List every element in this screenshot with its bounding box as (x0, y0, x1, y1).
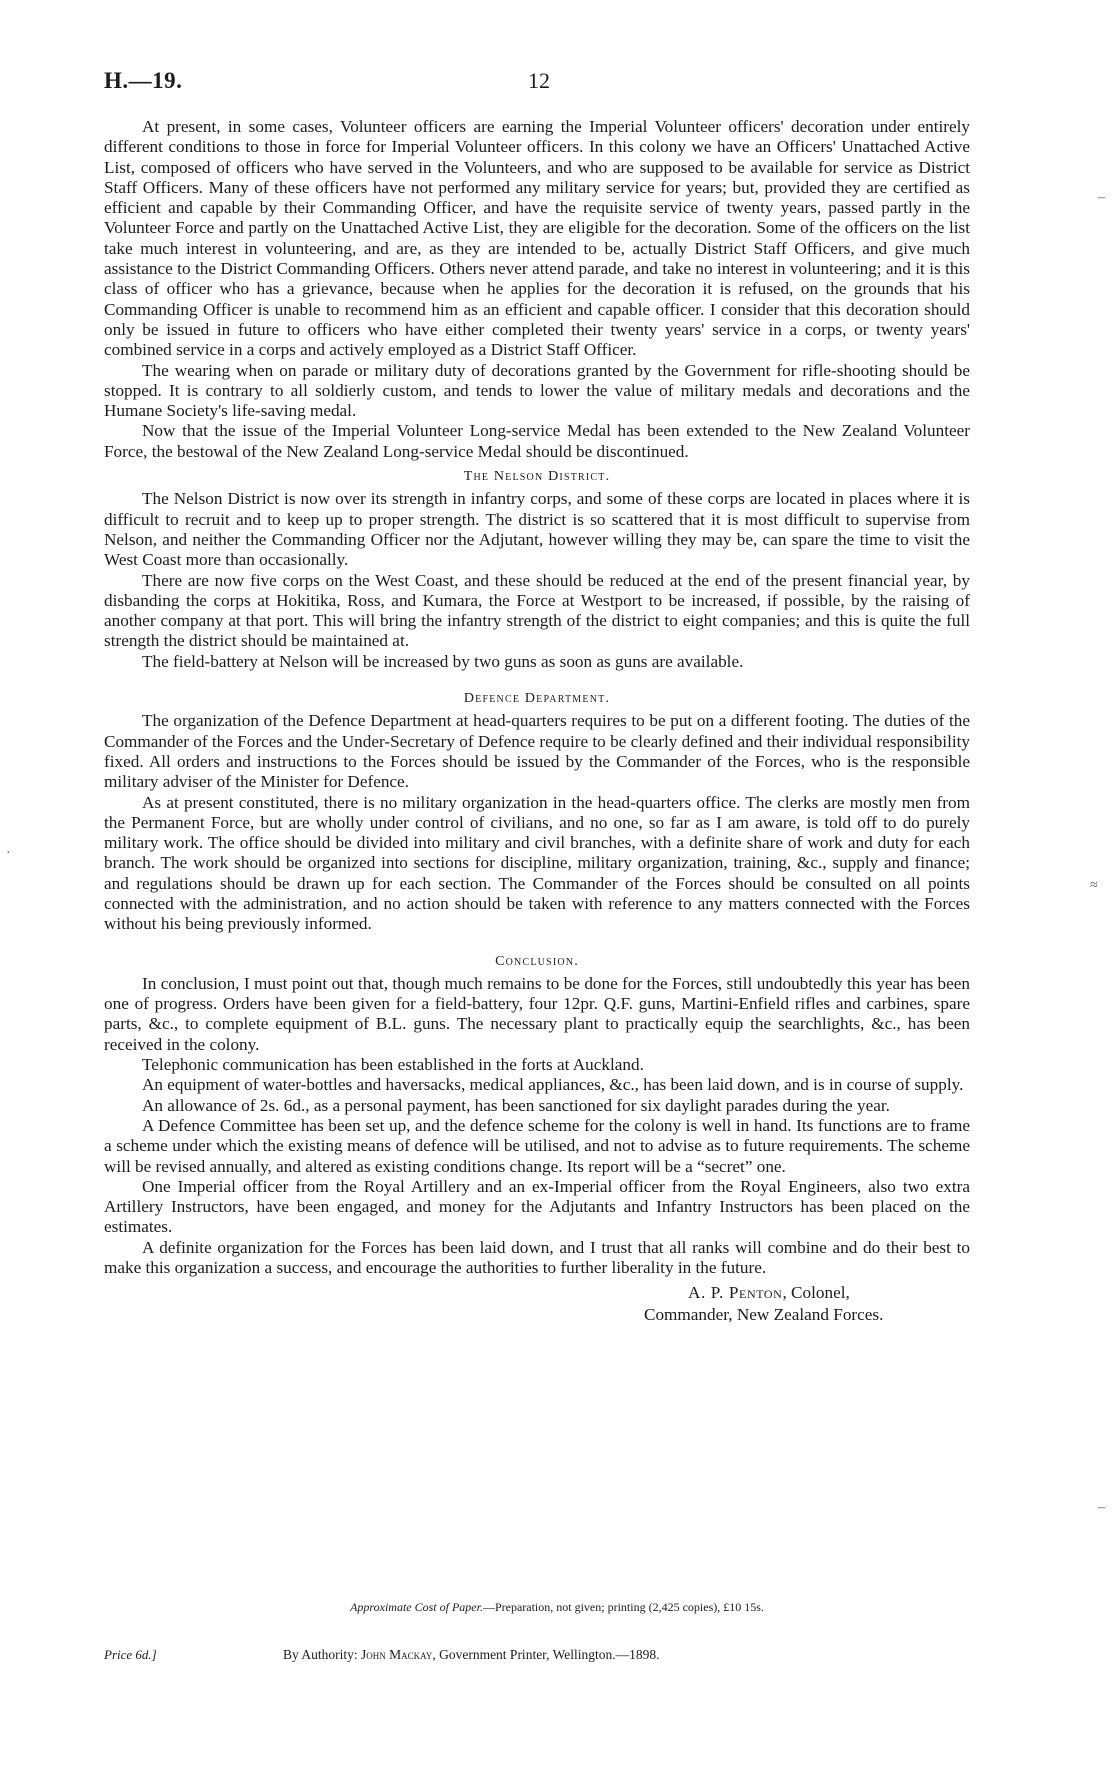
authority-suffix: , Government Printer, Wellington.—1898. (432, 1647, 660, 1662)
cost-detail: —Preparation, not given; printing (2,425 copies), £10 15s. (482, 1600, 764, 1614)
paragraph: A definite organization for the Forces has been laid down, and I trust that all ranks will combine and do their best to make this organization a success, and encourage the authorities to further liberality in the future. (104, 1237, 970, 1278)
body-text (104, 117, 970, 1326)
margin-mark: · (6, 846, 11, 861)
signature-rank: , Colonel, (782, 1283, 850, 1303)
margin-mark: – (1098, 190, 1105, 205)
paragraph: The organization of the Defence Department at head-quarters requires to be put on a different footing. The duties of the Commander of the Forces and the Under-Secretary of Defence require to be clearly defined and their individual responsibility fixed. All orders and instructions to the Forces should be issued by the Commander of the Forces, who is the responsible military adviser of the Minister for Defence. (104, 711, 970, 792)
paragraph: Telephonic communication has been established in the forts at Auckland. (142, 1055, 644, 1075)
paragraph: At present, in some cases, Volunteer officers are earning the Imperial Volunteer officers' decoration under entirely different conditions to those in force for Imperial Volunteer officers. In this colony we have an Officers' Unattached Active List, composed of officers who have served in the Volunteers, and who are supposed to be available for service as District Staff Officers. Many of these officers have not performed any military service for years; but, provided they are certified as efficient and capable by their Commanding Officer, and have the requisite service of twenty years, passed partly in the Volunteer Force and partly on the Unattached Active List, they are eligible for the decoration. Some of the officers on the list take much interest in volunteering, and are, as they are intended to be, actually District Staff Officers, and give much assistance to the District Commanding Officers. Others never attend parade, and take no interest in volunteering; and it is this class of officer who has a grievance, because when he applies for the decoration it is refused, on the grounds that his Commanding Officer is unable to recommend him as an efficient and capable officer. I consider that this decoration should only be issued in future to officers who have either completed their twenty years' service in a corps, or twenty years' combined service in a corps and actively employed as a District Staff Officer. (104, 117, 970, 360)
paragraph: The field-battery at Nelson will be increased by two guns as soon as guns are available. (142, 651, 744, 671)
printer-authority (283, 1647, 660, 1663)
authority-prefix: By Authority: (283, 1647, 362, 1662)
signature-name-line (644, 1282, 970, 1304)
section-heading-conclusion: Conclusion. (495, 953, 579, 969)
paragraph: One Imperial officer from the Royal Artillery and an ex-Imperial officer from the Royal Engineers, also two extra Artillery Instructors, have been engaged, and money for the Adjutants and Infantry Instructors has been placed on the estimates. (104, 1176, 970, 1237)
signature-name: A. P. Penton (688, 1283, 783, 1303)
signature-title: Commander, New Zealand Forces. (644, 1305, 884, 1325)
signature-block (104, 1282, 970, 1326)
paragraph: The Nelson District is now over its strength in infantry corps, and some of these corps are located in places where it is difficult to recruit and to keep up to proper strength. The district is so scattered that it is most difficult to supervise from Nelson, and neither the Commanding Officer nor the Adjutant, however willing they may be, can spare the time to visit the West Coast more than occasionally. (104, 489, 970, 570)
paragraph: An equipment of water-bottles and haversacks, medical appliances, &c., has been laid down, and is in course of supply. (142, 1075, 964, 1095)
paragraph: There are now five corps on the West Coast, and these should be reduced at the end of the present financial year, by disbanding the corps at Hokitika, Ross, and Kumara, the Force at Westport to be increased, if possible, by the raising of another company at that port. This will bring the infantry strength of the district to eight companies; and this is quite the full strength the district should be maintained at. (104, 570, 970, 651)
price-note: Price 6d.] (104, 1647, 157, 1662)
paragraph: An allowance of 2s. 6d., as a personal payment, has been sanctioned for six daylight parades during the year. (142, 1095, 890, 1115)
paragraph: In conclusion, I must point out that, though much remains to be done for the Forces, still undoubtedly this year has been one of progress. Orders have been given for a field-battery, four 12pr. Q.F. guns, Martini-Enfield rifles and carbines, spare parts, &c., to complete equipment of B.L. guns. The necessary plant to practically equip the searchlights, &c., has been received in the colony. (104, 973, 970, 1054)
paragraph: The wearing when on parade or military duty of decorations granted by the Government for rifle-shooting should be stopped. It is contrary to all soldierly custom, and tends to lower the value of military medals and decorations and the Humane Society's life-saving medal. (104, 360, 970, 421)
printer-name: John Mackay (361, 1647, 433, 1662)
paragraph: A Defence Committee has been set up, and the defence scheme for the colony is well in hand. Its functions are to frame a scheme under which the existing means of defence will be utilised, and not to advise as to future requirements. The scheme will be revised annually, and altered as existing conditions change. Its report will be a “secret” one. (104, 1115, 970, 1176)
margin-mark: – (1098, 1500, 1105, 1515)
page-number: 12 (528, 68, 550, 93)
cost-label: Approximate Cost of Paper. (350, 1600, 483, 1614)
paragraph: Now that the issue of the Imperial Volunteer Long-service Medal has been extended to the New Zealand Volunteer Force, the bestowal of the New Zealand Long-service Medal should be discontinued. (104, 421, 970, 461)
document-reference: H.—19. (104, 68, 183, 93)
section-heading-nelson: The Nelson District. (463, 469, 611, 485)
paragraph: As at present constituted, there is no military organization in the head-quarters office. The clerks are mostly men from the Permanent Force, but are wholly under control of civilians, and no one, so far as I am aware, is told off to do purely military work. The office should be divided into military and civil branches, with a definite share of work and duty for each branch. The work should be organized into sections for discipline, military organization, training, &c., supply and finance; and regulations should be drawn up for each section. The Commander of the Forces should be consulted on all points connected with the administration, and no action should be taken with reference to any matters connected with the Forces without his being previously informed. (104, 792, 970, 934)
margin-mark: ≈ (1090, 878, 1098, 893)
printing-cost-note (0, 1600, 1114, 1615)
section-heading-defence: Defence Department. (463, 691, 611, 707)
